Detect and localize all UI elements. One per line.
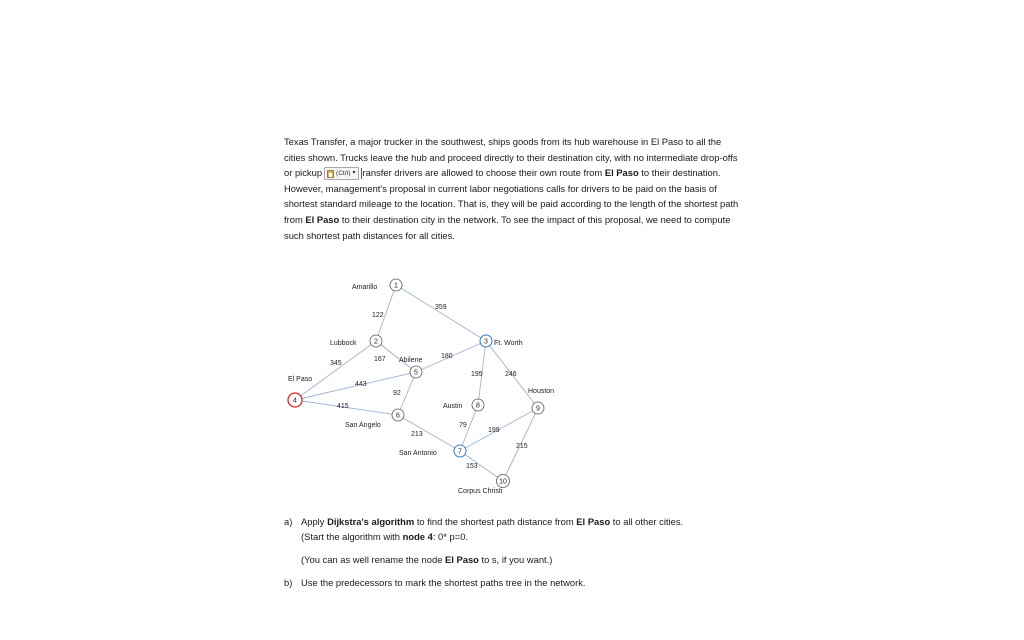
edge-label-3-8: 195 — [471, 371, 483, 378]
qa-start-post: : 0* p=0. — [432, 531, 469, 542]
intro-paragraph — [284, 134, 744, 243]
qa-bold-elpaso: El Paso — [576, 516, 611, 527]
edge-label-3-5: 180 — [441, 353, 453, 360]
edge-label-7-10: 153 — [466, 463, 478, 470]
question-a — [284, 514, 754, 529]
city-label-abilene: Abilene — [399, 357, 423, 364]
city-label-austin: Austin — [443, 403, 463, 410]
edge-6-7 — [396, 412, 460, 451]
node-2-number: 2 — [374, 338, 378, 346]
edge-label-8-7: 79 — [459, 422, 467, 429]
node-10-number: 10 — [499, 478, 507, 486]
qa-note-pre: (You can as well rename the node — [301, 554, 446, 565]
paste-options-label: (Ctrl) — [336, 170, 351, 178]
qa-text-2: to find the shortest path distance from — [414, 516, 577, 527]
node-4-number: 4 — [293, 397, 297, 405]
node-9-number: 9 — [536, 405, 540, 413]
edge-label-2-5: 167 — [374, 356, 386, 363]
question-b-label: b) — [284, 577, 293, 588]
node-2 — [370, 335, 382, 347]
node-3-number: 3 — [484, 338, 488, 346]
paste-options-button[interactable] — [324, 167, 358, 180]
edge-1-3 — [394, 282, 486, 341]
city-label-sanangelo: San Angelo — [345, 422, 381, 429]
qa-note-bold: El Paso — [445, 554, 479, 565]
qa-note-post: to s, if you want.) — [478, 554, 553, 565]
edge-label-6-7: 213 — [411, 431, 423, 438]
question-a-text — [301, 514, 683, 529]
network-diagram — [280, 275, 580, 500]
city-label-corpuschristi: Corpus Christi — [458, 488, 503, 495]
node-4 — [288, 393, 302, 407]
edge-label-3-9: 246 — [505, 371, 517, 378]
el-paso-bold-1: El Paso — [604, 167, 639, 179]
edge-label-1-3: 359 — [435, 304, 447, 311]
node-7 — [454, 445, 466, 457]
intro-text-2: ransfer drivers are allowed to choose their own route from — [362, 167, 605, 179]
edge-label-5-6: 92 — [393, 390, 401, 397]
node-6-number: 6 — [396, 412, 400, 420]
intro-text-3: to their destination. However, management's proposal in current labor negotiations calls for drivers to be paid on the basis of shortest standard mileage to the location. That is, they will be paid according to the length of the shortest path from — [284, 167, 739, 225]
city-label-lubbock: Lubbock — [330, 340, 357, 347]
node-8 — [472, 399, 484, 411]
clipboard-icon — [327, 170, 334, 178]
question-a-note — [301, 552, 754, 567]
text-cursor — [361, 168, 362, 179]
node-1 — [390, 279, 402, 291]
node-3 — [480, 335, 492, 347]
edge-label-4-5: 443 — [355, 381, 367, 388]
qa-text-3: to all other cities. — [610, 516, 684, 527]
question-b-text: Use the predecessors to mark the shortest paths tree in the network. — [301, 577, 586, 588]
node-6 — [392, 409, 404, 421]
question-a-label: a) — [284, 516, 293, 527]
city-label-amarillo: Amarillo — [352, 284, 378, 291]
edge-label-1-2: 122 — [372, 312, 384, 319]
city-label-ftworth: Ft. Worth — [494, 340, 523, 347]
edge-label-4-6: 415 — [337, 403, 349, 410]
chevron-down-icon: ▾ — [352, 170, 356, 177]
qa-start-bold: node 4 — [402, 531, 433, 542]
node-10 — [497, 475, 510, 488]
qa-text-1: Apply — [301, 516, 328, 527]
node-7-number: 7 — [458, 448, 462, 456]
intro-text-1: Texas Transfer, a major trucker in the southwest, ships goods from its hub warehouse in El Paso to all the cities shown. Trucks leave the hub and proceed directly to their destination city, with no intermediate drop-offs or pickup — [284, 136, 738, 179]
intro-text-4: to their destination city in the network. To see the impact of this proposal, we need to compute such shortest path distances for all cities. — [284, 213, 731, 241]
problem-statement — [284, 134, 744, 243]
question-a-start — [301, 529, 754, 544]
node-5-number: 5 — [414, 369, 418, 377]
edge-label-8-9: 199 — [488, 427, 500, 434]
el-paso-bold-2: El Paso — [305, 213, 340, 225]
qa-start-pre: (Start the algorithm with — [301, 531, 403, 542]
node-9 — [532, 402, 544, 414]
edge-label-9-10: 215 — [516, 443, 528, 450]
qa-bold-dijkstra: Dijkstra's algorithm — [327, 516, 415, 527]
edge-label-2-4: 345 — [330, 360, 342, 367]
city-label-houston: Houston — [528, 388, 555, 395]
edge-2-4 — [295, 338, 378, 400]
node-1-number: 1 — [394, 282, 398, 290]
city-label-elpaso: El Paso — [288, 376, 313, 383]
question-b — [284, 575, 754, 590]
node-8-number: 8 — [476, 402, 480, 410]
city-label-sanantonio: San Antonio — [399, 450, 437, 457]
node-5 — [410, 366, 422, 378]
questions — [284, 514, 754, 590]
